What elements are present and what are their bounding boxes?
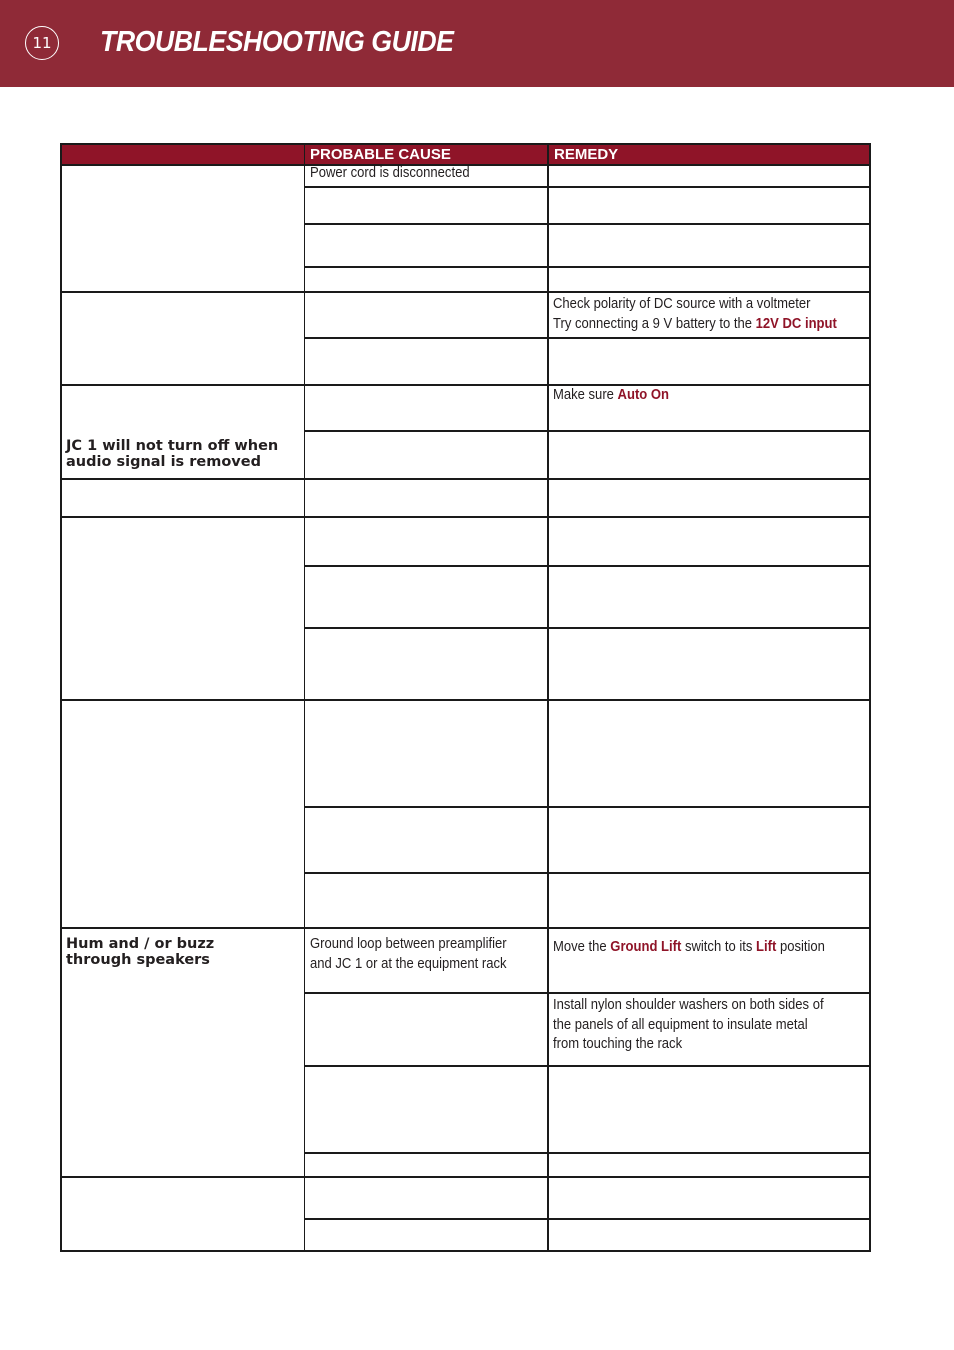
remedy-move-text: Move the [553,939,611,955]
remedy-make-sure-text: Make sure [553,387,618,403]
row-divider [62,478,869,480]
cause-power-cord: Power cord is disconnected [310,165,470,181]
remedy-make-sure-highlight: Auto On [617,387,670,403]
symptom-hum-buzz-line2: through speakers [66,952,210,968]
subrow-divider [304,565,869,567]
row-divider [62,927,869,929]
row-divider [62,699,869,701]
remedy-check-polarity: Check polarity of DC source with a voltmeter [553,296,811,312]
header-remedy: REMEDY [549,145,869,164]
remedy-try-battery [553,315,837,335]
subrow-divider [304,266,869,268]
remedy-try-battery-text: Try connecting a 9 V battery to the [553,315,756,332]
cause-ground-loop-line2: and JC 1 or at the equipment rack [310,955,507,972]
header-symptom [62,145,304,164]
subrow-divider [304,1065,869,1067]
row-divider [62,291,869,293]
subrow-divider [304,627,869,629]
symptom-no-turn-off-line1: JC 1 will not turn off when [66,438,279,454]
remedy-move-mid-text: switch to its [681,939,757,955]
symptom-hum-buzz-line1: Hum and / or buzz [66,936,215,952]
cause-ground-loop-line1: Ground loop between preamplifier [310,936,507,952]
remedy-nylon-line2: the panels of all equipment to insulate metal [553,1016,808,1033]
symptom-no-turn-off-line2: audio signal is removed [66,454,261,470]
subrow-divider [304,1218,869,1220]
subrow-divider [304,186,869,188]
remedy-move-highlight-ground-lift: Ground Lift [610,939,682,955]
subrow-divider [304,430,869,432]
subrow-divider [304,872,869,874]
subrow-divider [304,223,869,225]
header-probable-cause: PROBABLE CAUSE [305,145,548,164]
page-header [0,0,954,87]
subrow-divider [304,1152,869,1154]
subrow-divider [304,337,869,339]
subrow-divider [304,992,869,994]
remedy-make-sure [553,386,669,406]
subrow-divider [304,806,869,808]
remedy-try-battery-highlight: 12V DC input [755,315,837,332]
page-number-badge: 11 [25,26,59,60]
remedy-move-switch [553,938,825,958]
column-divider [304,145,306,1250]
row-divider [62,516,869,518]
row-divider [62,384,869,386]
column-divider [547,145,549,1250]
remedy-nylon-line1: Install nylon shoulder washers on both sides of [553,997,824,1013]
page-title: TROUBLESHOOTING GUIDE [100,26,454,58]
remedy-nylon-line3: from touching the rack [553,1036,683,1052]
remedy-move-suffix-text: position [776,939,825,955]
row-divider [62,1176,869,1178]
remedy-move-highlight-lift: Lift [756,939,777,955]
